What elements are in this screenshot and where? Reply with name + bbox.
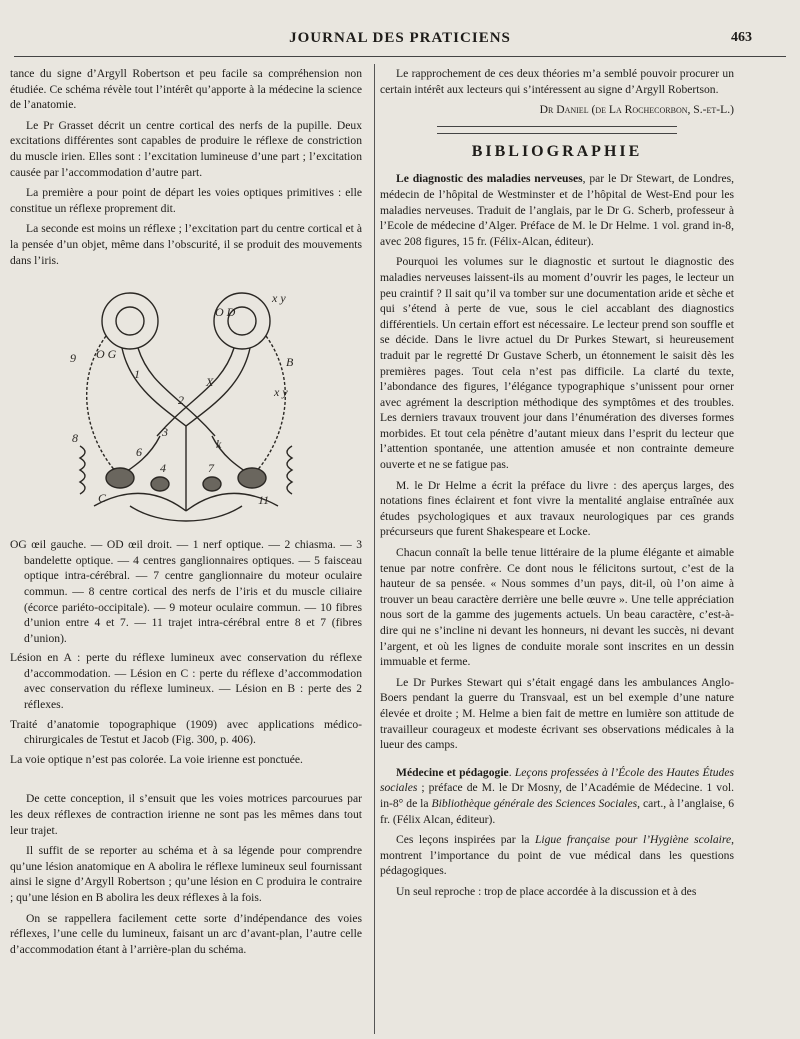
figure-label: 7 — [208, 461, 214, 476]
review-book-title: Le diagnostic des maladies nerveuses — [396, 172, 583, 186]
left-paragraph: La seconde est moins un réflexe ; l’excitation part du centre cortical et à la pensée d’un objet, même dans l’obscurité, il se produit des mouvements dans l’iris. — [10, 222, 362, 267]
right-optic-nerve-shape — [186, 348, 250, 426]
figure-caption — [10, 537, 362, 767]
section-rule — [437, 133, 677, 134]
author-signature: Dr Daniel (de La Rochecorbon, S.-et-L.) — [539, 103, 734, 117]
section-title: BIBLIOGRAPHIE — [471, 142, 643, 160]
review-book-title: Médecine et pédagogie — [396, 765, 509, 779]
right-irian-pathway-shape — [252, 336, 285, 476]
review-book-subtitle: Leçons professées à l’École des Hautes Études sociales — [380, 765, 735, 795]
column-divider — [374, 64, 375, 1034]
right-eye-shape — [214, 293, 270, 349]
left-eye-shape — [102, 293, 158, 349]
running-title: JOURNAL DES PRATICIENS — [289, 30, 511, 46]
caption-legend: OG œil gauche. — OD œil droit. — 1 nerf optique. — 2 chiasma. — 3 bandelette optique. — 4 centres ganglionnaires optiques. — 5 faisceau optique intra-cérébral. — 7 centre ganglionnaire du moteur oculaire commun. — 8 centre cortical des nerfs de l’iris et du muscle ciliaire (écorce pariéto-occipitale). — 9 moteur oculaire commun. — 10 fibres d’union entre 4 et 7. — 11 trajet intra-cérébral entre 8 et 7 (fibres d’union). — [10, 538, 362, 645]
left-paragraph: tance du signe d’Argyll Robertson et peu facile sa compréhension non étudiée. Ce schéma révèle tout l’intérêt qu’apporte à la médecine la science de l’anatomie. — [10, 67, 362, 112]
review-entry: Médecine et pédagogie. Leçons professées à l’École des Hautes Études sociales ; préface de M. le Dr Mosny, de l’Académie de Médecine. 1 vol. in-8° de la Bibliothèque générale des Sciences Sociales, cart., à l’anglaise, 6 fr. (Félix Alcan, éditeur). — [380, 765, 735, 826]
optic-pathway-diagram — [10, 276, 362, 531]
anatomical-schema-figure — [10, 276, 362, 531]
left-column — [10, 66, 362, 962]
review-paragraph: Chacun connaît la belle tenue littéraire de la plume élégante et aimable tenue par notre confrère. Ce dont nous le félicitons surtout, c’est de la hauteur de sa pensée. « Nous sommes d’un pays, dit-il, où l’on aime à trouver un beau caractère derrière une belle œuvre ». Une telle appréciation nous sort de la gamme des jugements actuels. Un beau caractère, c’est-à-dire qui ne s’incline ni devant les honneurs, ni devant les succès, ni devant l’argent, et où les lignes de conduite morale sont inscrites en un dessin immuable et ferme. — [380, 546, 734, 669]
left-paragraph: De cette conception, il s’ensuit que les voies motrices parcourues par les deux réflexes de contraction irienne ne sont pas les mêmes dans tout leur trajet. — [10, 792, 362, 837]
caption-lesions: Lésion en A : perte du réflexe lumineux avec conservation du réflexe d’accommodation. — Lésion en C : perte du réflexe d’accommodation avec conservation du réflexe lumineux. — Lésion en B : perte des 2 réflexes. — [10, 651, 362, 712]
left-ganglionic-centre-shape — [106, 468, 134, 488]
left-cortex-shape — [80, 446, 85, 494]
review-paragraph: M. le Dr Helme a écrit la préface du livre : des aperçus larges, des notations fines éclairent et font vivre la mentalité anglaise entraînée aux études psychologiques et aux travaux neurologiques par ces grands précurseurs que furent Shakespeare et Locke. — [380, 478, 734, 539]
right-ganglionic-centre-shape — [238, 468, 266, 488]
review-book-details: , par le Dr Stewart, de Londres, médecin de l’hôpital de Westminster et de l’hôpital de West-End pour les maladies nerveuses. Traduit de l’anglais, par le Dr G. Scherb, professeur à l’Ecole de médecine d’Alger. Préface de M. le Dr Helme. 1 vol. grand in-8, avec 208 figures, 15 fr. (Félix-Alcan, éditeur). — [380, 172, 734, 248]
figure-label: 4 — [160, 461, 166, 476]
page-number: 463 — [731, 30, 752, 45]
review-paragraph: Le Dr Purkes Stewart qui s’était engagé dans les ambulances Anglo-Boers pendant la guerre du Transvaal, est un bel exemple d’une nature élevée et droite ; M. Helme a bien fait de mettre en lumière son attitude de travailleur courageux et modeste écrivant ses observations médicales à la lueur des camps. — [380, 675, 734, 752]
header-rule — [14, 56, 786, 57]
figure-label: O G — [96, 347, 117, 362]
review-paragraph: Pourquoi les volumes sur le diagnostic et surtout le diagnostic des maladies nerveuses laissent-ils au moment d’ouvrir les pages, le lecteur un peu craintif ? Il sait qu’il va tomber sur une documentation aride et sèche et qui s’étend à perte de vue, sous le ciel accablant des diagnostics différentiels. Un certain effort est nécessaire. Le lecteur prend son souffle et se décide. Dans le livre actuel du Dr Purkes Stewart, si heureusement traduit par le regretté Dr Gustave Scherb, un étonnement le saisit dès les premières pages. Tout cela n’est pas difficile. La clarté du texte, l’abondance des figures, l’élégance typographique s’unissent pour orner avec agrément la description méthodique des symptômes et des troubles. Les derniers travaux trouvent jour dans l’énumération des diverses formes morbides. Et tout cela pénètre d’autant mieux dans l’esprit du lecteur que l’attention spontanée, une attention amusée et non contrainte demeure ouverte et ne se fatigue pas. — [380, 255, 734, 472]
figure-label: k — [216, 437, 222, 452]
figure-label: 1 — [134, 367, 140, 382]
right-cortex-shape — [287, 446, 292, 494]
figure-label: 9 — [70, 351, 76, 366]
left-paragraph: Il suffit de se reporter au schéma et à sa légende pour comprendre qu’une lésion anatomique en A abolira le réflexe lumineux seul fournissant ainsi le signe d’Argyll Robertson ; qu’une lésion en C produira le contraire ; qu’une lésion en B abolira les deux réflexes à la fois. — [10, 844, 362, 904]
figure-label: 6 — [136, 445, 142, 460]
right-paragraph: Le rapprochement de ces deux théories m’a semblé pouvoir procurer un certain intérêt aux lecteurs qui s’intéressent au signe d’Argyll Robertson. — [380, 67, 734, 96]
review-paragraph: Ces leçons inspirées par la Ligue française pour l’Hygiène scolaire, montrent l’importance du point de vue médical dans les questions pédagogiques. — [380, 833, 734, 878]
left-optic-nerve-shape — [122, 348, 186, 426]
figure-label: 3 — [162, 425, 168, 440]
left-pupil-shape — [116, 307, 144, 335]
figure-label: 11 — [258, 493, 270, 508]
left-paragraph: La première a pour point de départ les voies optiques primitives : elle constitue un réflexe proprement dit. — [10, 186, 362, 215]
figure-label: x y — [274, 385, 288, 400]
section-rule — [437, 126, 677, 127]
figure-label: O D — [215, 305, 236, 320]
page-header — [0, 0, 800, 62]
figure-label: C — [98, 491, 107, 506]
left-paragraph: On se rappellera facilement cette sorte d’indépendance des voies réflexes, l’une celle du lumineux, faisant un arc d’avant-plan, l’autre celle d’accommodation étant à l’arrière-plan du schéma. — [10, 911, 362, 956]
figure-label: x y — [272, 291, 286, 306]
review-collection-name: Bibliothèque générale des Sciences Sociales — [431, 796, 638, 810]
figure-label: 8 — [72, 431, 78, 446]
figure-label: 2 — [178, 393, 184, 408]
left-paragraph: Le Pr Grasset décrit un centre cortical des nerfs de la pupille. Deux excitations différentes sont capables de produire le réflexe de constriction du muscle irien. Elles sont : l’excitation lumineuse d’une part ; l’excitation causée par l’accommodation d’autre part. — [10, 118, 362, 179]
caption-source: Traité d’anatomie topographique (1909) avec applications médico-chirurgicales de Testut et Jacob (Fig. 300, p. 406). — [10, 717, 362, 747]
figure-label: B — [286, 355, 294, 370]
caption-note: La voie optique n’est pas colorée. La voie irienne est ponctuée. — [10, 752, 303, 766]
review-entry — [380, 171, 734, 249]
right-column — [380, 66, 734, 905]
review-paragraph: Un seul reproche : trop de place accordée à la discussion et à des — [396, 884, 697, 898]
figure-label: X — [206, 375, 214, 390]
